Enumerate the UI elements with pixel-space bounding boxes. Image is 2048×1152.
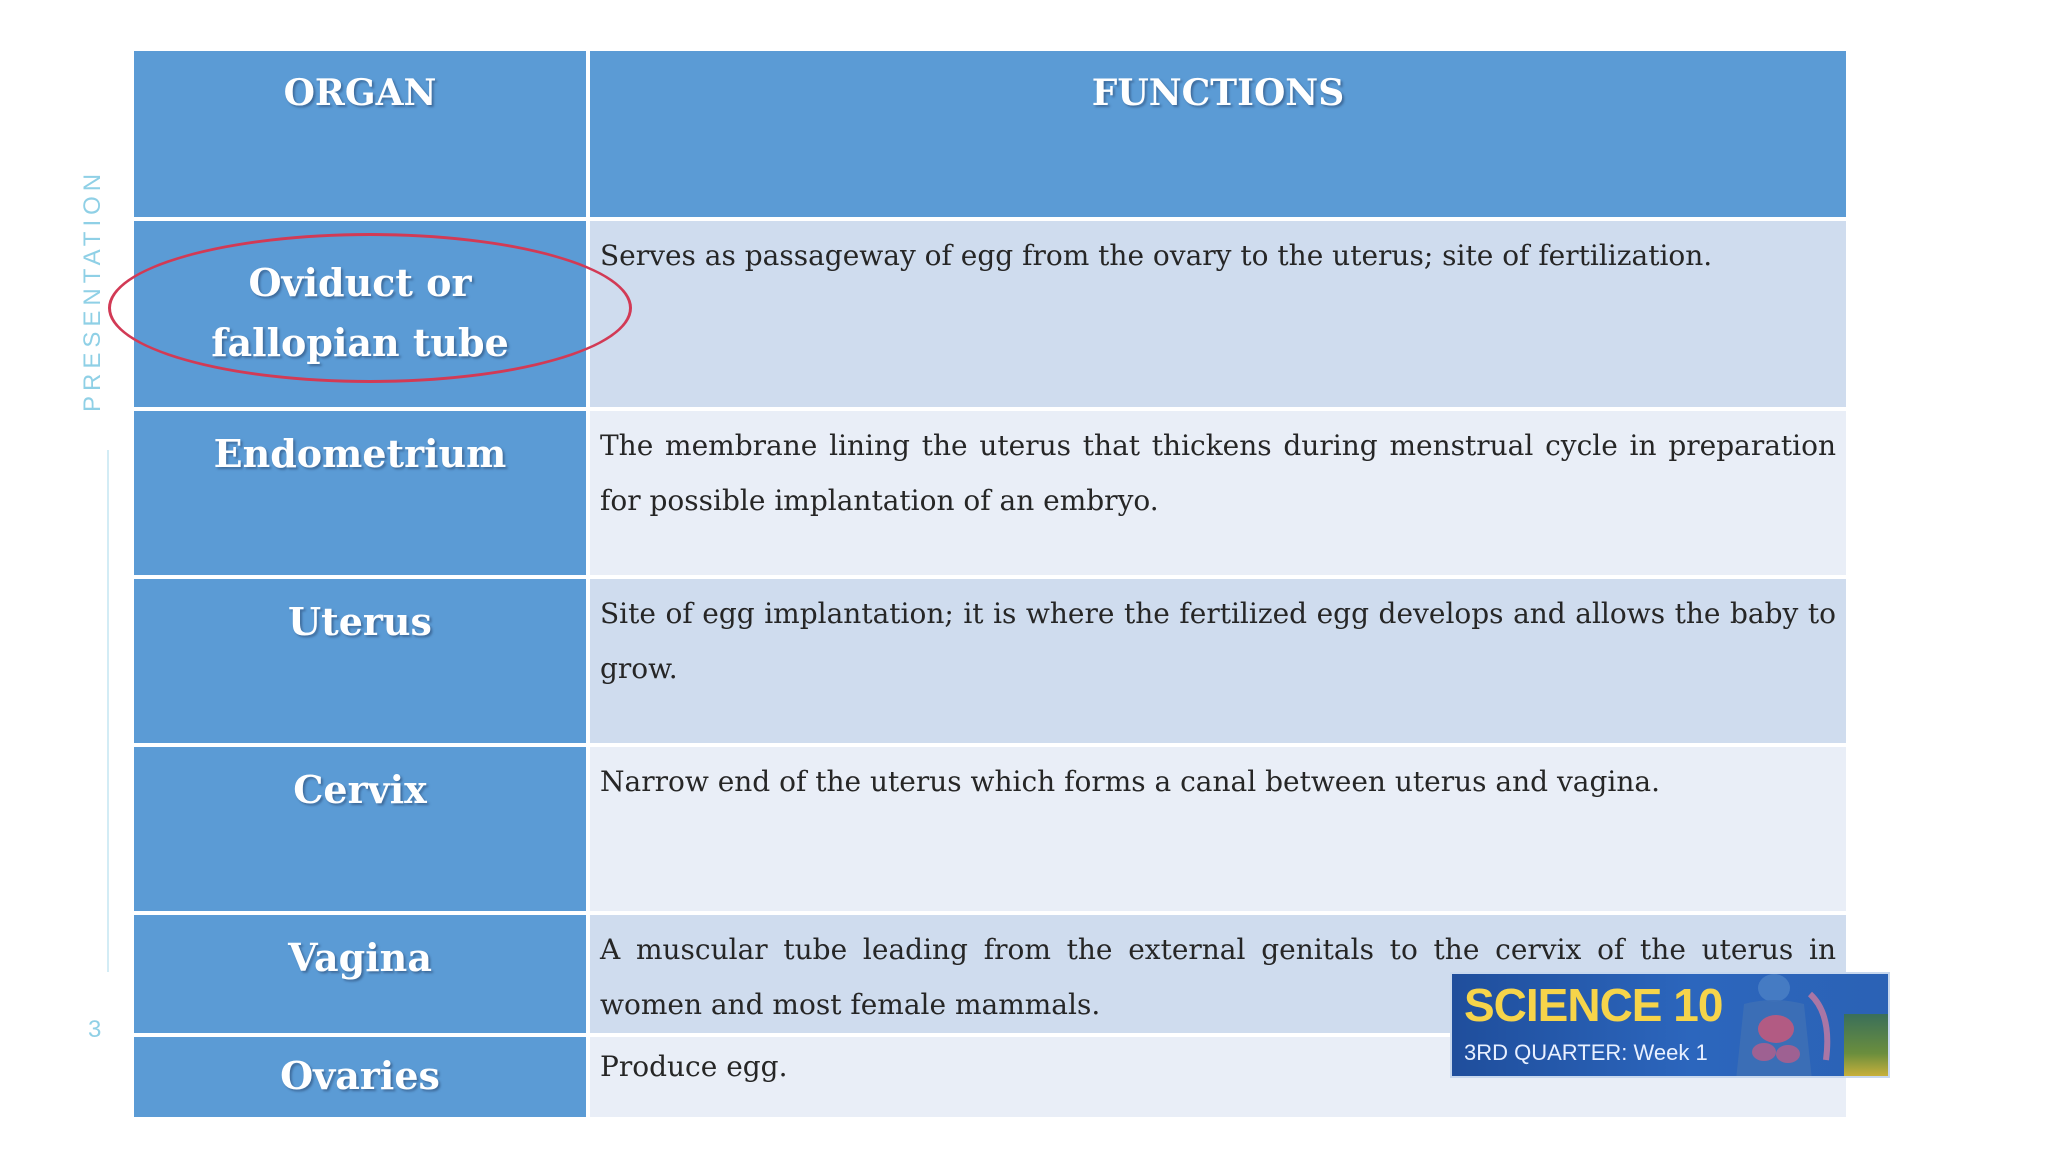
table-row — [134, 579, 1846, 743]
badge-subtitle: 3RD QUARTER: Week 1 — [1464, 1040, 1708, 1065]
table-row — [134, 221, 1846, 407]
organ-name-line1: Oviduct or — [248, 260, 472, 305]
organ-name-line2: fallopian tube — [211, 320, 509, 365]
table-row — [134, 747, 1846, 911]
organ-functions-table — [134, 51, 1846, 1117]
function-cell: Produce egg. — [590, 1037, 1846, 1117]
badge-title: SCIENCE 10 — [1464, 979, 1723, 1031]
side-label: PRESENTATION — [79, 168, 106, 412]
organ-cell: Uterus — [134, 579, 586, 743]
page-number: 3 — [88, 1016, 102, 1043]
organ-cell: Vagina — [134, 915, 586, 1033]
badge-corner-image — [1844, 1014, 1890, 1078]
side-divider-line — [107, 450, 109, 972]
organ-cell — [134, 221, 586, 407]
function-cell: Site of egg implantation; it is where the fertilized egg develops and allows the baby to grow. — [590, 579, 1846, 743]
anatomy-figure-icon — [1714, 974, 1844, 1078]
table-header-row — [134, 51, 1846, 217]
table-row — [134, 411, 1846, 575]
science-10-badge — [1450, 972, 1890, 1078]
function-cell: Narrow end of the uterus which forms a canal between uterus and vagina. — [590, 747, 1846, 911]
function-cell: Serves as passageway of egg from the ovary to the uterus; site of fertilization. — [590, 221, 1846, 407]
function-cell: The membrane lining the uterus that thickens during menstrual cycle in preparation for possible implantation of an embryo. — [590, 411, 1846, 575]
function-cell: A muscular tube leading from the external genitals to the cervix of the uterus in women and most female mammals. — [590, 915, 1846, 1033]
header-functions: FUNCTIONS — [590, 51, 1846, 217]
organ-cell: Cervix — [134, 747, 586, 911]
organ-cell: Ovaries — [134, 1037, 586, 1117]
organ-cell: Endometrium — [134, 411, 586, 575]
header-organ: ORGAN — [134, 51, 586, 217]
